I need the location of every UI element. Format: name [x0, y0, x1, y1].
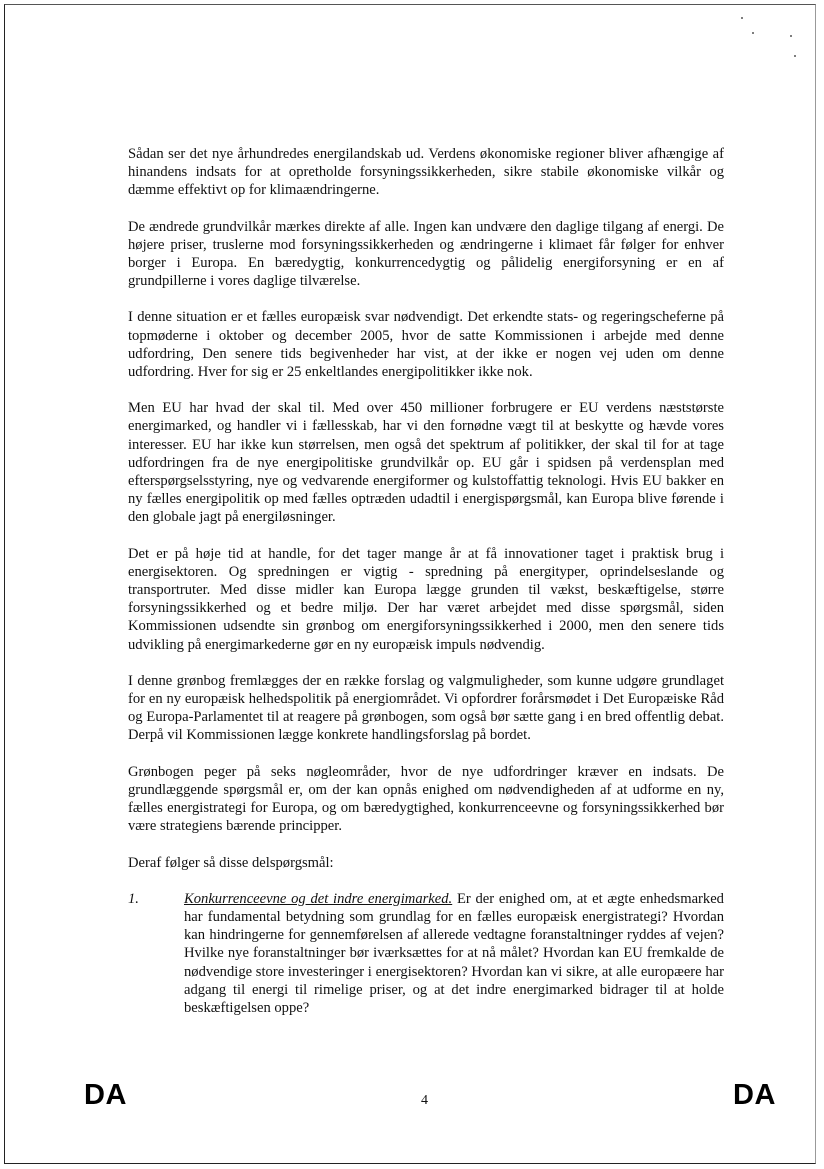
language-code-left: DA	[84, 1079, 127, 1111]
paragraph: Grønbogen peger på seks nøgleområder, hvor de nye udfordringer kræver en indsats. De grundlæggende spørgsmål er, om der kan opnås enighed om nødvendigheden af at udforme en ny, fælles energistrategi for Europa, og om bæredygtighed, konkurrenceevne og forsyningssikkerhed bør være strategiens bærende principper.	[128, 763, 724, 835]
paragraph: De ændrede grundvilkår mærkes direkte af alle. Ingen kan undvære den daglige tilgang af energi. De højere priser, truslerne mod forsyningssikkerheden og ændringerne i klimaet får følger for enhver borger i Europa. En bæredygtig, konkurrencedygtig og pålidelig energiforsyning er en af grundpillerne i vores daglige tilværelse.	[128, 218, 724, 290]
page-number: 4	[421, 1093, 428, 1108]
paragraph: I denne situation er et fælles europæisk svar nødvendigt. Det erkendte stats- og regeringscheferne på topmøderne i oktober og december 2005, hvor de satte Kommissionen i arbejde med denne udfordring, Den senere tids begivenheder har vist, at der ikke er nogen vej uden om denne udfordring. Hver for sig er 25 enkeltlandes energipolitikker ikke nok.	[128, 309, 724, 381]
paragraph: Sådan ser det nye århundredes energilandskab ud. Verdens økonomiske regioner bliver afhængige af hinandens indsats for at opretholde forsyningssikkerheden, sikre stabile økonomiske vilkår og dæmme effektivt op for klimaændringerne.	[128, 146, 724, 199]
document-body	[128, 145, 724, 1017]
paragraph: Det er på høje tid at handle, for det tager mange år at få innovationer taget i praktisk brug i energisektoren. Og spredningen er vigtig - spredning på energityper, oprindelseslande og transportruter. Med disse midler kan Europa lægge grunden til vækst, beskæftigelse, større forsyningssikkerhed og et bedre miljø. Der har været arbejdet med disse spørgsmål, siden Kommissionen udsendte sin grønbog om energiforsyningssikkerhed i 2000, men den senere tids udvikling på energimarkederne gør en ny europæisk impuls nødvendig.	[128, 545, 724, 653]
language-code-right: DA	[733, 1079, 776, 1111]
paragraph: Men EU har hvad der skal til. Med over 450 millioner forbrugere er EU verdens næststørste energimarked, og handler vi i fællesskab, har vi den fornødne vægt til at beskytte og hævde vores interesser. EU har ikke kun størrelsen, men også det spektrum af politikker, der skal til for at tage udfordringen fra de nye energipolitiske grundvilkår op. EU går i spidsen på verdensplan med efterspørgselsstyring, nye og vedvarende energiformer og kulstoffattig teknologi. Hvis EU bakker en ny fælles energipolitik op med fælles optræden udadtil i energispørgsmål, kan Europa blive førende i den globale jagt på energiløsninger.	[128, 400, 724, 526]
list-item-title: Konkurrenceevne og det indre energimarked.	[184, 890, 453, 907]
list-item-text	[184, 890, 724, 1017]
numbered-list-item	[128, 890, 724, 1017]
scan-speck	[752, 32, 754, 34]
paragraph: I denne grønbog fremlægges der en række forslag og valgmuligheder, som kunne udgøre grundlaget for en ny europæisk helhedspolitik på energiområdet. Vi opfordrer forårsmødet i Det Europæiske Råd og Europa-Parlamentet til at reagere på grønbogen, som også bør sætte gang i en bred offentlig debat. Derpå vil Kommissionen lægge konkrete handlingsforslag på bordet.	[128, 672, 724, 744]
scan-speck	[741, 17, 743, 19]
scan-speck	[794, 55, 796, 57]
list-item-body: Er der enighed om, at et ægte enhedsmarked har fundamental betydning som grundlag for en fælles europæisk energistrategi? Hvordan kan hindringerne for gennemførelsen af allerede vedtagne foranstaltninger ryddes af vejen? Hvilke nye foranstaltninger bør iværksættes for at nå målet? Hvordan kan EU fremkalde de nødvendige store investeringer i energisektoren? Hvordan kan vi sikre, at alle europæere har adgang til energi til rimelige priser, og at det indre energimarked bidrager til at holde beskæftigelsen oppe?	[184, 890, 724, 1016]
list-item-number: 1.	[128, 890, 139, 907]
paragraph: Deraf følger så disse delspørgsmål:	[128, 854, 334, 871]
scan-speck	[790, 35, 792, 37]
